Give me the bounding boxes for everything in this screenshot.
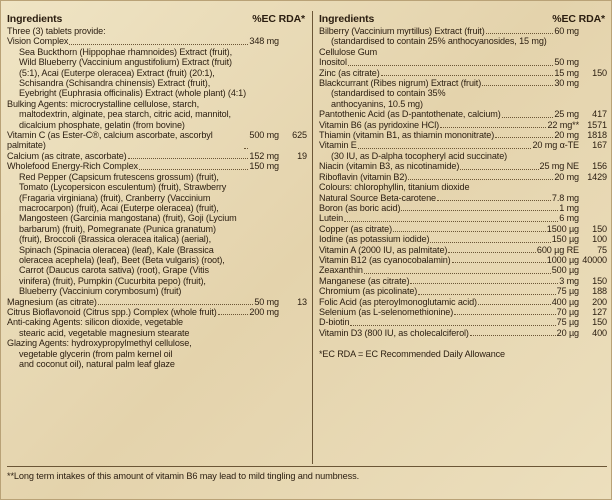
left-header-rda: %EC RDA* [252,13,305,25]
ingredient-name [319,47,607,57]
ingredient-name [319,172,554,182]
ingredient-row [7,88,307,98]
ingredient-name [19,68,307,78]
ingredient-row [7,120,307,130]
ingredient-text: barbarum) (fruit), Pomegranate (Punica granatum) [19,223,216,234]
ingredient-text: Carrot (Daucus carota sativa) (root), Grape (Vitis [19,265,209,276]
ingredient-name [19,255,307,265]
ingredient-name [7,297,254,307]
ingredient-name [7,161,249,171]
ingredient-text: and coconut oil), natural palm leaf glaze [19,359,175,369]
ingredient-text [319,338,321,348]
dot-leader [381,75,554,76]
ingredient-row [7,224,307,234]
ingredient-row [7,297,307,307]
ingredient-name [19,213,307,223]
ingredient-amount: 60 mg [554,26,579,36]
ingredient-text: vegetable glycerin (from palm kernel oil [19,348,173,359]
ingredient-name [319,265,552,275]
ingredient-text: Boron (as boric acid) [319,202,401,213]
ingredient-text: (standardised to contain 25% anthocyanosides, 15 mg) [331,36,547,47]
ingredient-name [7,130,249,151]
ingredient-name [19,245,307,255]
ingredient-row [7,276,307,286]
ingredient-name [19,193,307,203]
ingredient-amount: 400 µg [551,296,579,307]
ingredient-amount: 25 mg NE [539,161,579,172]
dot-leader [244,148,248,149]
ingredient-name [19,182,307,192]
dot-leader [410,283,558,284]
ingredient-text: Pantothenic Acid (as D-pantothenate, calcium) [319,109,501,120]
ingredient-row [7,359,307,369]
ingredient-name [19,359,307,369]
ingredient-text: Vitamin D3 (800 IU, as cholecalciferol) [319,327,469,338]
ingredient-text: Blueberry (Vaccinium corymbosum) (fruit) [19,286,182,297]
ingredient-amount: 3 mg [559,275,579,286]
ingredient-text: (fruit), Broccoli (Brassica oleracea italica) (aerial), [19,234,212,245]
ingredient-name [319,338,607,348]
ingredient-text: Magnesium (as citrate) [7,296,97,307]
ingredient-text: Thiamin (vitamin B1, as thiamin mononitrate) [319,130,495,141]
ingredient-row [7,349,307,359]
rda-percent: 150 [592,275,607,286]
ingredient-text: Bilberry (Vaccinium myrtillus) Extract (fruit) [319,26,485,36]
ingredient-text: maltodextrin, alginate, pea starch, citric acid, mannitol, [19,109,231,120]
ingredient-amount: 500 µg [551,265,579,276]
ingredient-name [19,57,307,67]
dot-leader [460,169,538,170]
ingredient-amount: 50 mg [254,296,279,307]
ingredient-name [319,234,552,244]
ingredient-name [319,161,540,171]
ingredient-row [319,88,607,98]
rda-percent: 150 [592,67,607,78]
ingredient-name [19,172,307,182]
ingredient-text: oleracea acephela) (leaf), Beet (Beta vulgaris) (root), [19,254,225,265]
ingredient-text: (30 IU, as D-alpha tocopheryl acid succinate) [331,150,508,161]
ingredient-row [319,68,607,78]
ingredient-row [319,172,607,182]
dot-leader [350,325,555,326]
ingredient-name [319,130,554,140]
ingredient-text: (standardised to contain 35% [331,88,446,99]
column-divider [312,11,313,464]
ingredient-text: Vitamin C (as Ester-C®, calcium ascorbate, ascorbyl palmitate) [7,130,213,151]
ingredient-row [319,328,607,338]
ingredient-amount: 75 µg [556,286,579,297]
ingredient-amount: 152 mg [249,150,279,161]
ingredient-row [7,57,307,67]
dot-leader [401,210,558,211]
ingredient-row [319,234,607,244]
ingredient-amount: 20 mg [554,171,579,182]
ingredient-row [319,182,607,192]
rda-percent: 19 [297,150,307,161]
ingredient-row [319,307,607,317]
rda-percent: 1571 [587,119,607,130]
ingredient-amount: 6 mg [559,213,579,224]
rda-percent: 167 [592,140,607,151]
ingredient-text: Mangosteen (Garcinia mangostana) (fruit), Goji (Lycium [19,213,237,224]
ingredient-row [7,182,307,192]
ingredient-row [319,140,607,150]
rda-percent: 1429 [587,171,607,182]
dot-leader [218,314,249,315]
ingredient-name [319,203,559,213]
rda-percent: 188 [592,286,607,297]
right-header-rda: %EC RDA* [552,13,605,25]
ingredient-text: Chromium (as picolinate) [319,286,418,297]
ingredient-name [331,36,607,46]
ingredient-text: Three (3) tablets provide: [7,26,106,36]
ingredient-text: stearic acid, vegetable magnesium stearate [19,327,190,338]
ingredient-amount: 600 µg RE [536,244,579,255]
ingredient-row [7,151,307,161]
ingredient-amount: 7.8 mg [551,192,579,203]
ingredient-text: Selenium (as L-selenomethionine) [319,306,454,317]
ingredient-row [319,224,607,234]
left-ingredient-list [7,26,307,369]
ingredient-row [319,213,607,223]
dot-leader [502,117,554,118]
ingredient-text: Copper (as citrate) [319,223,393,234]
dot-leader [437,200,551,201]
right-header-title: Ingredients [319,13,375,25]
ingredient-row [7,130,307,151]
ingredient-row [319,265,607,275]
ingredient-amount: 348 mg [249,36,279,47]
dot-leader [482,85,553,86]
ingredient-row [319,78,607,88]
ingredient-name [331,88,607,98]
ingredient-text: Manganese (as citrate) [319,275,410,286]
dot-leader [486,33,554,34]
ingredient-amount: 1500 µg [546,223,579,234]
ingredient-amount: 75 µg [556,317,579,328]
ingredient-name [19,234,307,244]
dot-leader [393,231,546,232]
ingredient-amount: 15 mg [554,67,579,78]
ingredient-name [319,68,554,78]
dot-leader [454,314,556,315]
rda-percent: 200 [592,296,607,307]
ingredient-amount: 25 mg [554,109,579,120]
ingredient-text: Wild Blueberry (Vaccinium angustifolium) Extract (fruit) [19,57,232,68]
ingredient-amount: 70 µg [556,306,579,317]
ingredient-name [7,26,307,36]
ingredient-row [319,151,607,161]
ingredient-name [319,328,557,338]
ingredient-name [7,317,307,327]
ingredient-text: Red Pepper (Capsicum frutescens grossum) (fruit), [19,171,219,182]
ingredient-row [319,130,607,140]
ingredient-name [319,78,554,88]
rda-percent: 127 [592,306,607,317]
ingredient-name [19,88,307,98]
rda-percent: 625 [292,130,307,141]
ingredient-amount: 500 mg [249,130,279,141]
dot-leader [358,148,532,149]
ingredient-row [319,297,607,307]
ingredient-name [19,203,307,213]
left-header-title: Ingredients [7,13,63,25]
ingredient-text: Schisandra (Schisandra chinensis) Extract (fruit), [19,78,211,89]
ingredient-text: Colours: chlorophyllin, titanium dioxide [319,182,470,193]
ingredient-text: *EC RDA = EC Recommended Daily Allowance [319,348,505,359]
ingredient-name [319,255,547,265]
rda-percent: 417 [592,109,607,120]
ingredient-row [319,349,607,359]
ingredient-row [7,286,307,296]
ingredient-row [319,36,607,46]
dot-leader [139,169,248,170]
ingredient-name [19,47,307,57]
ingredient-row [7,317,307,327]
dot-leader [128,158,249,159]
ingredient-text: Sea Buckthorn (Hippophae rhamnoides) Extract (fruit), [19,46,233,57]
ingredient-name [19,78,307,88]
rda-percent: 75 [597,244,607,255]
ingredient-amount: 22 mg** [547,119,579,130]
ingredient-amount: 50 mg [554,57,579,68]
ingredient-row [319,276,607,286]
rda-percent: 400 [592,327,607,338]
ingredient-name [319,297,552,307]
ingredient-row [319,193,607,203]
ingredient-row [7,328,307,338]
ingredient-row [7,68,307,78]
rda-percent: 1818 [587,130,607,141]
dot-leader [348,65,553,66]
dot-leader [418,294,555,295]
ingredient-text: Natural Source Beta-carotene [319,192,436,203]
ingredient-row [7,26,307,36]
ingredient-text: Citrus Bioflavonoid (Citrus spp.) Complex (whole fruit) [7,306,217,317]
ingredient-name [19,109,307,119]
ingredient-text: Zinc (as citrate) [319,67,380,78]
ingredient-row [7,307,307,317]
ingredient-name [319,57,554,67]
ingredient-row [7,47,307,57]
ingredient-row [319,120,607,130]
ingredient-row [319,245,607,255]
ingredient-text: Calcium (as citrate, ascorbate) [7,150,127,161]
ingredient-text: Tomato (Lycopersicon esculentum) (fruit), Strawberry [19,182,227,193]
ingredient-name [319,224,547,234]
ingredient-text: Spinach (Spinacia oleracea) (leaf), Kale (Brassica [19,244,214,255]
rda-percent: 150 [592,317,607,328]
ingredient-text: Anti-caking Agents: silicon dioxide, vegetable [7,317,183,328]
ingredient-name [319,349,607,359]
ingredient-row [7,99,307,109]
right-column [319,13,607,359]
ingredient-row [7,36,307,46]
ingredient-amount: 1 mg [559,202,579,213]
dot-leader [452,262,546,263]
ingredient-text: Vision Complex [7,36,69,47]
ingredient-text: (Fragaria virginiana) (fruit), Cranberry (Vaccinium [19,192,211,203]
left-column [7,13,307,369]
ingredient-name [331,151,607,161]
ingredient-row [319,286,607,296]
rda-percent: 150 [592,223,607,234]
rda-percent: 100 [592,234,607,245]
ingredient-row [7,109,307,119]
ingredient-text: Vitamin E [319,140,357,151]
ingredient-name [331,99,607,109]
ingredient-text: D-biotin [319,317,350,328]
ingredient-text: anthocyanins, 10.5 mg) [331,98,423,109]
ingredient-row [319,57,607,67]
ingredient-amount: 200 mg [249,306,279,317]
ingredient-name [19,286,307,296]
ingredient-text: Iodine (as potassium iodide) [319,234,430,245]
ingredient-row [319,47,607,57]
ingredient-name [319,245,537,255]
ingredient-name [19,276,307,286]
ingredient-row [7,265,307,275]
ingredient-name [7,338,307,348]
dot-leader [478,304,551,305]
ingredient-row [7,78,307,88]
ingredient-name [319,26,554,36]
footnote: **Long term intakes of this amount of vitamin B6 may lead to mild tingling and numbness. [7,471,360,481]
ingredient-amount: 150 mg [249,161,279,172]
ingredient-text: Eyebright (Euphrasia officinalis) Extract (whole plant) (4:1) [19,88,247,99]
dot-leader [408,179,553,180]
ingredient-text: Niacin (vitamin B3, as nicotinamide) [319,161,460,172]
ingredient-name [319,317,557,327]
ingredient-text: Vitamin B12 (as cyanocobalamin) [319,254,451,265]
ingredient-text: vinifera) (fruit), Pumpkin (Cucurbita pepo) (fruit), [19,275,206,286]
ingredient-text: macrocarpon) (fruit), Acai (Euterpe oleracea) (fruit), [19,202,219,213]
ingredient-text: Blackcurrant (Ribes nigrum) Extract (fruit) [319,78,482,89]
ingredient-text: Lutein [319,213,344,224]
dot-leader [344,221,558,222]
ingredient-name [319,193,552,203]
ingredient-amount: 150 µg [551,234,579,245]
ingredient-text: Bulking Agents: microcrystalline cellulose, starch, [7,98,200,109]
ingredient-name [319,307,557,317]
ingredient-name [19,265,307,275]
right-ingredient-list [319,26,607,359]
ingredient-row [7,193,307,203]
ingredient-name [19,120,307,130]
ingredient-name [319,286,557,296]
right-header [319,13,607,25]
ingredient-name [319,140,532,150]
dot-leader [430,242,550,243]
dot-leader [69,44,248,45]
ingredient-row [319,317,607,327]
ingredient-row [7,245,307,255]
ingredient-name [319,120,547,130]
ingredient-name [7,307,249,317]
ingredient-name [319,182,607,192]
ingredient-text: Glazing Agents: hydroxypropylmethyl cellulose, [7,338,192,349]
ingredient-row [319,203,607,213]
ingredient-text: Vitamin A (2000 IU, as palmitate) [319,244,448,255]
ingredient-text: Vitamin B6 (as pyridoxine HCl) [319,119,440,130]
ingredient-name [7,151,249,161]
ingredient-amount: 30 mg [554,78,579,89]
ingredient-name [19,224,307,234]
ingredient-row [319,99,607,109]
ingredient-name [19,328,307,338]
ingredient-name [7,99,307,109]
ingredient-text: Wholefood Energy-Rich Complex [7,161,138,172]
dot-leader [470,335,556,336]
rda-percent: 40000 [582,254,607,265]
ingredient-row [319,109,607,119]
ingredient-text: Riboflavin (vitamin B2) [319,171,408,182]
ingredient-row [319,161,607,171]
ingredient-name [19,349,307,359]
ingredient-name [319,109,554,119]
rda-percent: 156 [592,161,607,172]
ingredient-amount: 1000 µg [546,254,579,265]
ingredient-amount: 20 mg α-TE [532,140,579,151]
dot-leader [440,127,546,128]
left-header [7,13,307,25]
ingredient-row [319,26,607,36]
ingredient-text: (5:1), Acai (Euterpe oleracea) Extract (fruit) (20:1), [19,67,215,78]
dot-leader [448,252,536,253]
ingredient-text: Zeaxanthin [319,265,363,276]
ingredient-name [319,276,559,286]
ingredient-row [7,234,307,244]
ingredient-text: dicalcium phosphate, gelatin (from bovine) [19,119,185,130]
ingredient-row [7,161,307,171]
rda-percent: 13 [297,296,307,307]
ingredient-row [7,172,307,182]
dot-leader [495,137,553,138]
footer-divider [7,466,607,467]
ingredient-text: Cellulose Gum [319,46,378,57]
ingredient-text: Folic Acid (as pteroylmonoglutamic acid) [319,296,477,307]
ingredient-row [7,213,307,223]
ingredient-name [319,213,559,223]
ingredient-amount: 20 mg [554,130,579,141]
ingredient-amount: 20 µg [556,327,579,338]
ingredient-row [7,338,307,348]
dot-leader [98,304,253,305]
ingredient-row [319,338,607,348]
ingredient-name [7,36,249,46]
ingredient-row [7,203,307,213]
ingredient-row [7,255,307,265]
ingredient-row [319,255,607,265]
ingredient-text: Inositol [319,57,347,68]
dot-leader [364,273,551,274]
